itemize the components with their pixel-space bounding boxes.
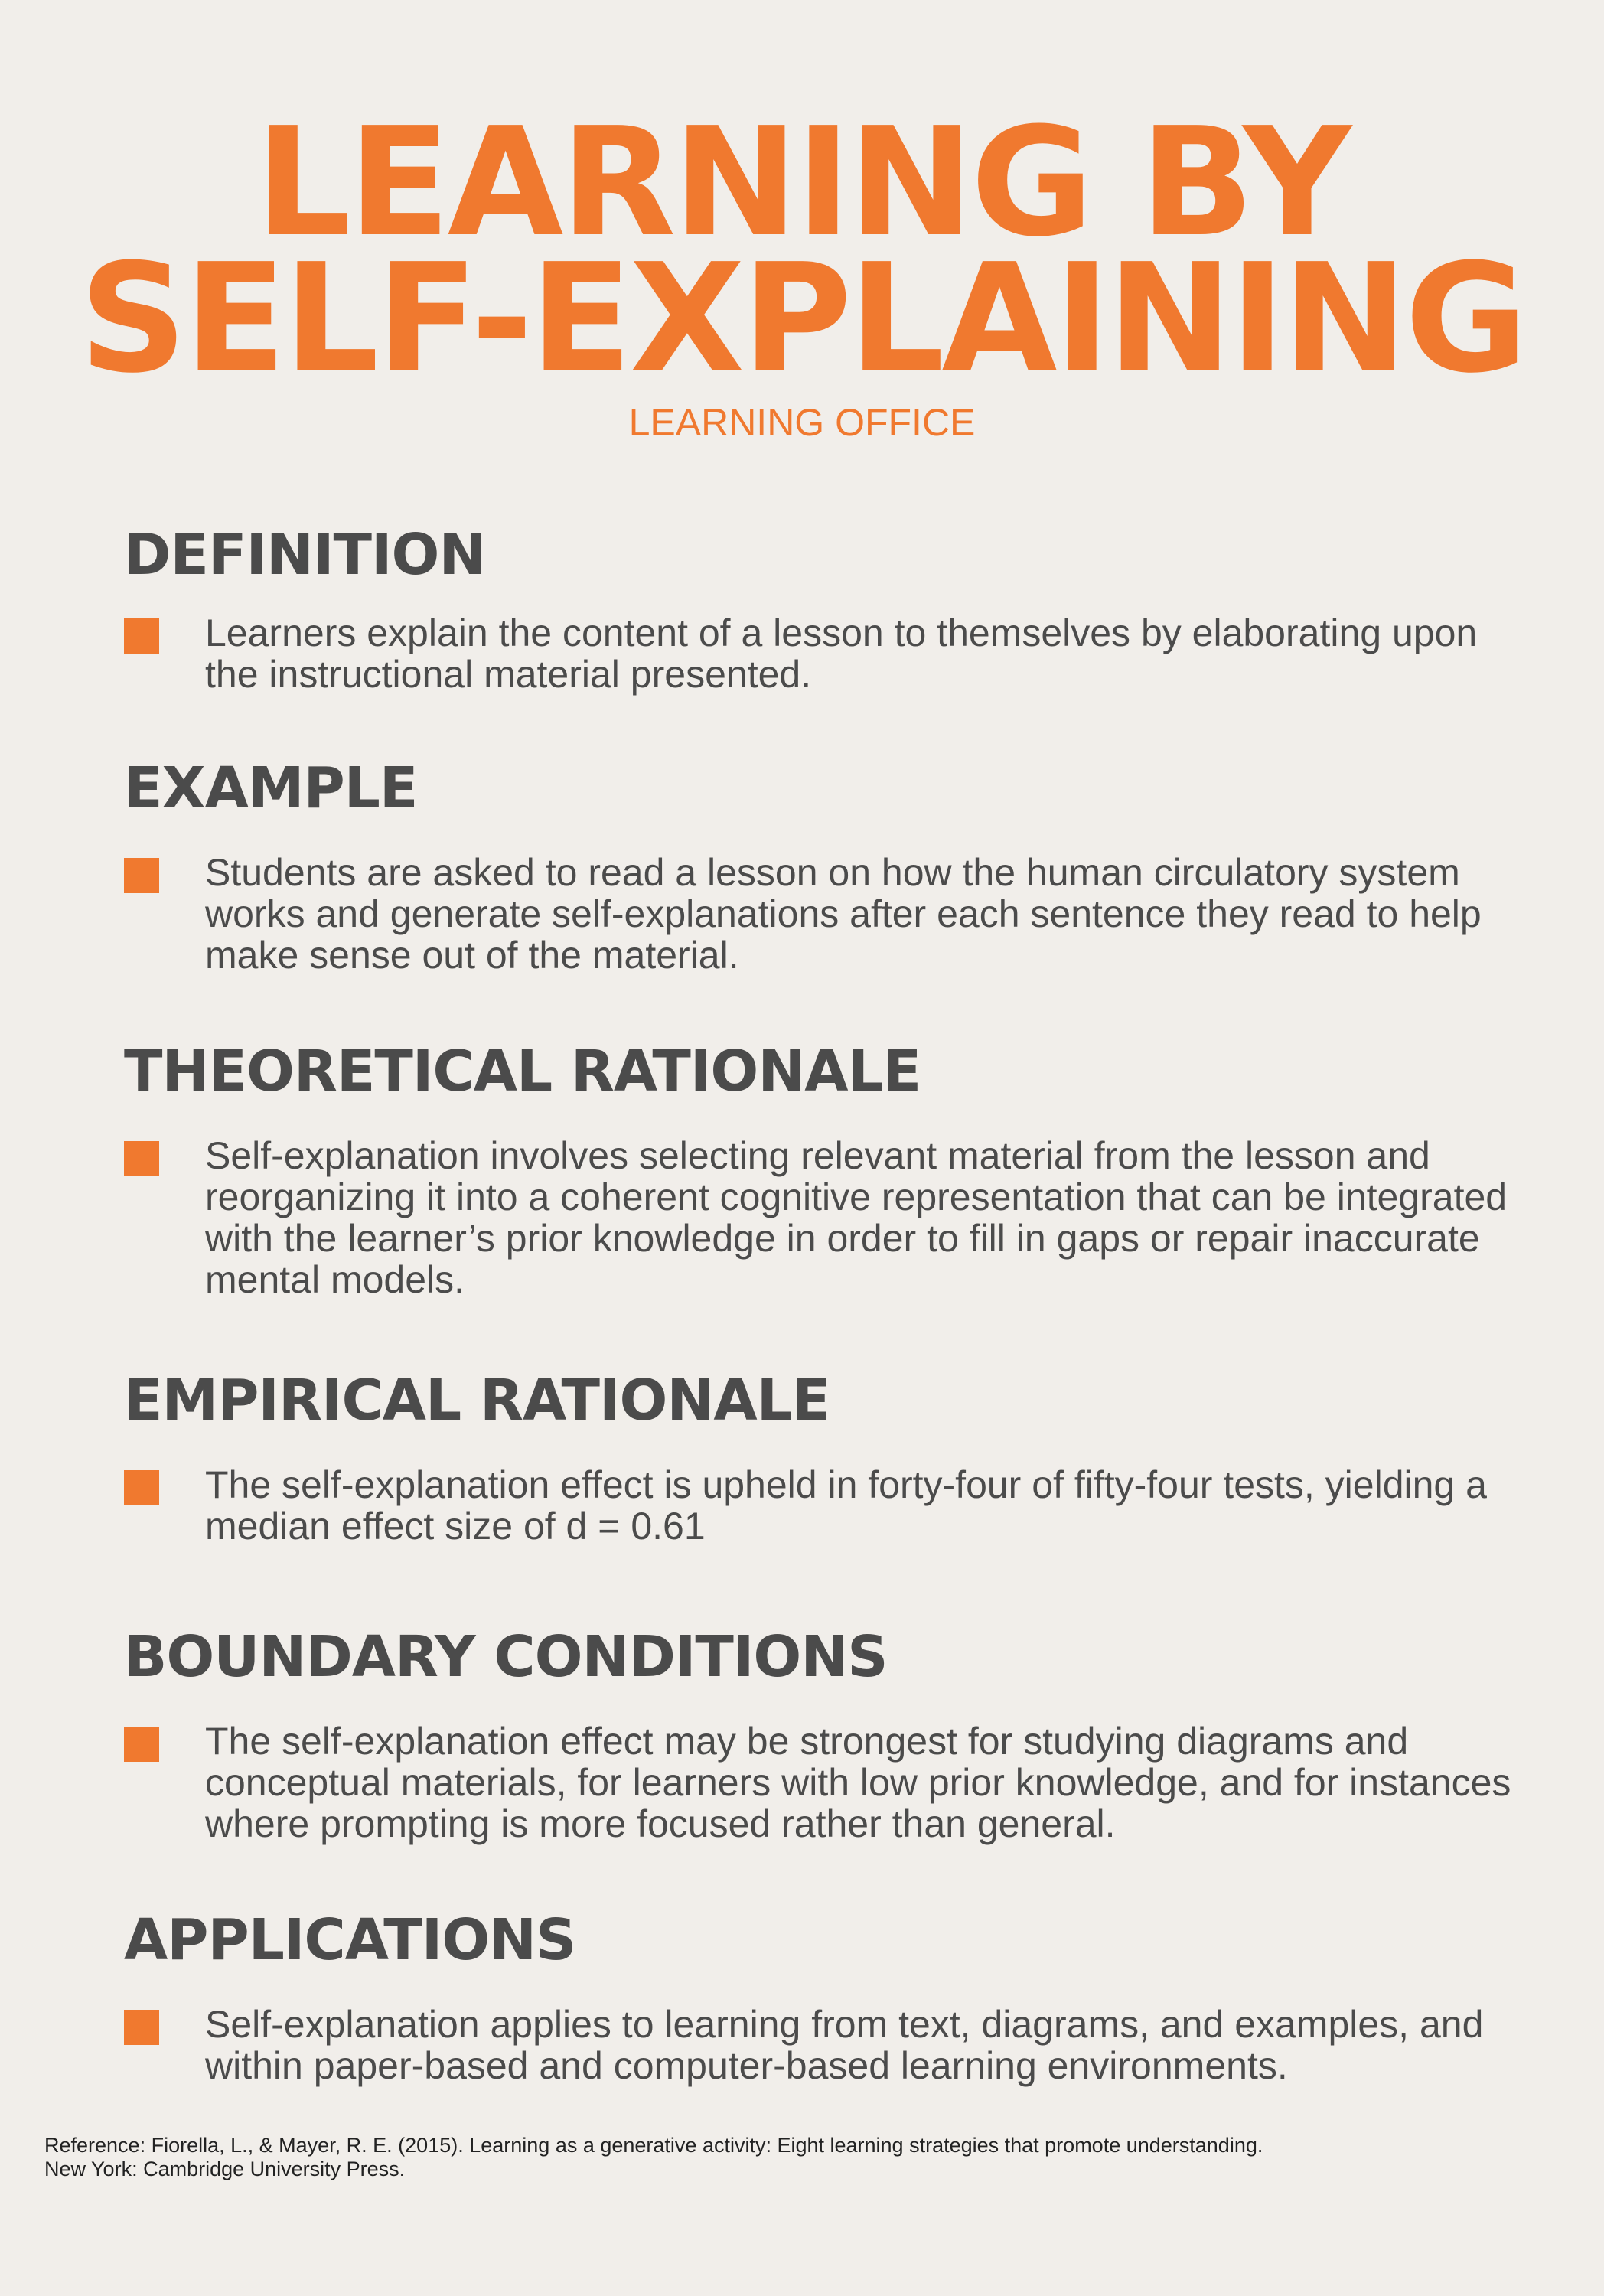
item-text: Learners explain the content of a lesson to themselves by elaborating upon the instructional material presented. <box>205 612 1478 696</box>
list-item <box>124 612 1517 695</box>
item-text: The self-explanation effect may be strongest for studying diagrams and conceptual materials, for learners with low prior knowledge, and for instances where prompting is more focused rather than general. <box>205 1720 1511 1845</box>
item-text: Students are asked to read a lesson on how the human circulatory system works and generate self-explanations after each sentence they read to help make sense out of the material. <box>205 851 1482 977</box>
list-item <box>124 1464 1517 1547</box>
section-theoretical-rationale <box>124 1037 1517 1300</box>
section-heading: EMPIRICAL RATIONALE <box>124 1368 830 1433</box>
list-item <box>124 852 1517 976</box>
page-subtitle: LEARNING OFFICE <box>628 401 976 444</box>
section-heading: BOUNDARY CONDITIONS <box>124 1624 888 1690</box>
section-heading: THEORETICAL RATIONALE <box>124 1039 921 1104</box>
list-item <box>124 2004 1517 2086</box>
square-bullet-icon <box>124 2010 159 2045</box>
section-heading: DEFINITION <box>124 522 486 588</box>
item-text: The self-explanation effect is upheld in forty-four of fifty-four tests, yielding a median effect size of d = 0.61 <box>205 1463 1487 1548</box>
square-bullet-icon <box>124 1141 159 1176</box>
title-block <box>0 96 1604 445</box>
section-boundary-conditions <box>124 1623 1517 1844</box>
section-example <box>124 754 1517 976</box>
page-title-line-2: SELF-EXPLAINING <box>79 232 1525 406</box>
page-title-line-1: LEARNING BY <box>255 96 1349 270</box>
section-empirical-rationale <box>124 1366 1517 1547</box>
reference-note <box>44 2134 1567 2181</box>
section-heading: APPLICATIONS <box>124 1907 576 1973</box>
section-definition <box>124 520 1517 695</box>
list-item <box>124 1720 1517 1844</box>
section-applications <box>124 1906 1517 2086</box>
item-text: Self-explanation applies to learning from text, diagrams, and examples, and within paper-based and computer-based learning environments. <box>205 2003 1484 2087</box>
item-text: Self-explanation involves selecting relevant material from the lesson and reorganizing it into a coherent cognitive representation that can be integrated with the learner’s prior knowledge in order to fill in gaps or repair inaccurate mental models. <box>205 1134 1508 1301</box>
square-bullet-icon <box>124 858 159 893</box>
square-bullet-icon <box>124 1470 159 1505</box>
reference-line-2: New York: Cambridge University Press. <box>44 2157 406 2180</box>
list-item <box>124 1135 1517 1300</box>
section-heading: EXAMPLE <box>124 755 418 821</box>
reference-line-1: Reference: Fiorella, L., & Mayer, R. E. (2015). Learning as a generative activity: Eight learning strategies that promote understanding. <box>44 2134 1263 2157</box>
square-bullet-icon <box>124 618 159 654</box>
square-bullet-icon <box>124 1727 159 1762</box>
